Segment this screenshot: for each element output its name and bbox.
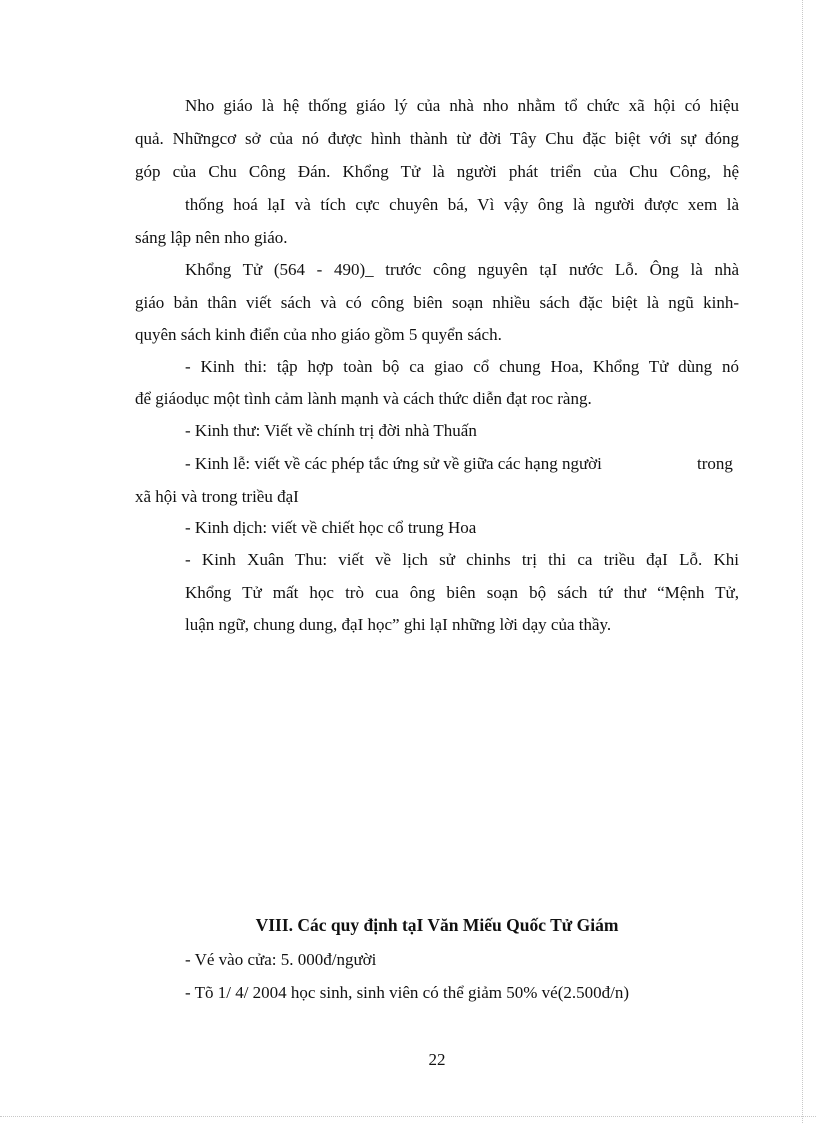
kinh-xuan-thu-line-1: - Kinh Xuân Thu: viết về lịch sử chinhs trị thi ca triều đạI Lỗ. Khi	[185, 550, 739, 569]
student-discount-item: - Tõ 1/ 4/ 2004 học sinh, sinh viên có thể giảm 50% vé(2.500đ/n)	[185, 983, 629, 1002]
kinh-xuan-thu-line-3: luận ngữ, chung dung, đạI học” ghi lạI những lời dạy của thầy.	[185, 615, 612, 634]
kinh-xuan-thu-line-2: Khổng Tử mất học trò cua ông biên soạn bộ sách tứ thư “Mệnh Tử,	[185, 583, 739, 602]
page-border-bottom	[0, 1116, 816, 1117]
page-border-right	[802, 0, 803, 1123]
paragraph-2-line-3: quyên sách kinh điển của nho giáo gồm 5 quyển sách.	[135, 325, 502, 344]
paragraph-2-line-1: Khổng Tử (564 - 490)_ trước công nguyên tạI nước Lỗ. Ông là nhà	[185, 260, 739, 279]
page-number: 22	[428, 1050, 446, 1069]
kinh-dich-line: - Kinh dịch: viết về chiết học cổ trung Hoa	[185, 518, 477, 537]
kinh-le-line-1-tail: trong	[697, 454, 733, 473]
kinh-thi-line-2: để giáodục một tình cảm lành mạnh và cách thức diễn đạt roc ràng.	[135, 389, 592, 408]
ticket-price-item: - Vé vào cửa: 5. 000đ/người	[185, 950, 377, 969]
section-heading: VIII. Các quy định tạI Văn Miếu Quốc Tử Giám	[255, 915, 619, 935]
paragraph-2-line-2: giáo bản thân viết sách và có công biên soạn nhiều sách đặc biệt là ngũ kinh-	[135, 293, 739, 312]
paragraph-1-line-3: góp của Chu Công Đán. Khổng Tử là người phát triển của Chu Công, hệ	[135, 162, 739, 181]
kinh-le-line-1: - Kinh lễ: viết về các phép tắc ứng sử về giữa các hạng người	[185, 454, 602, 473]
paragraph-1-line-1: Nho giáo là hệ thống giáo lý của nhà nho nhằm tổ chức xã hội có hiệu	[185, 96, 739, 115]
kinh-thu-line: - Kinh thư: Viết về chính trị đời nhà Thuấn	[185, 421, 477, 440]
paragraph-1-line-4: thống hoá lạI và tích cực chuyên bá, Vì vậy ông là người được xem là	[185, 195, 739, 214]
kinh-le-line-2: xã hội và trong triều đạI	[135, 487, 299, 506]
kinh-thi-line-1: - Kinh thi: tập hợp toàn bộ ca giao cổ chung Hoa, Khổng Tử dùng nó	[185, 357, 739, 376]
paragraph-1-line-2: quả. Nhữngcơ sở của nó được hình thành từ đời Tây Chu đặc biệt với sự đóng	[135, 129, 739, 148]
paragraph-1-line-5: sáng lập nên nho giáo.	[135, 228, 288, 247]
